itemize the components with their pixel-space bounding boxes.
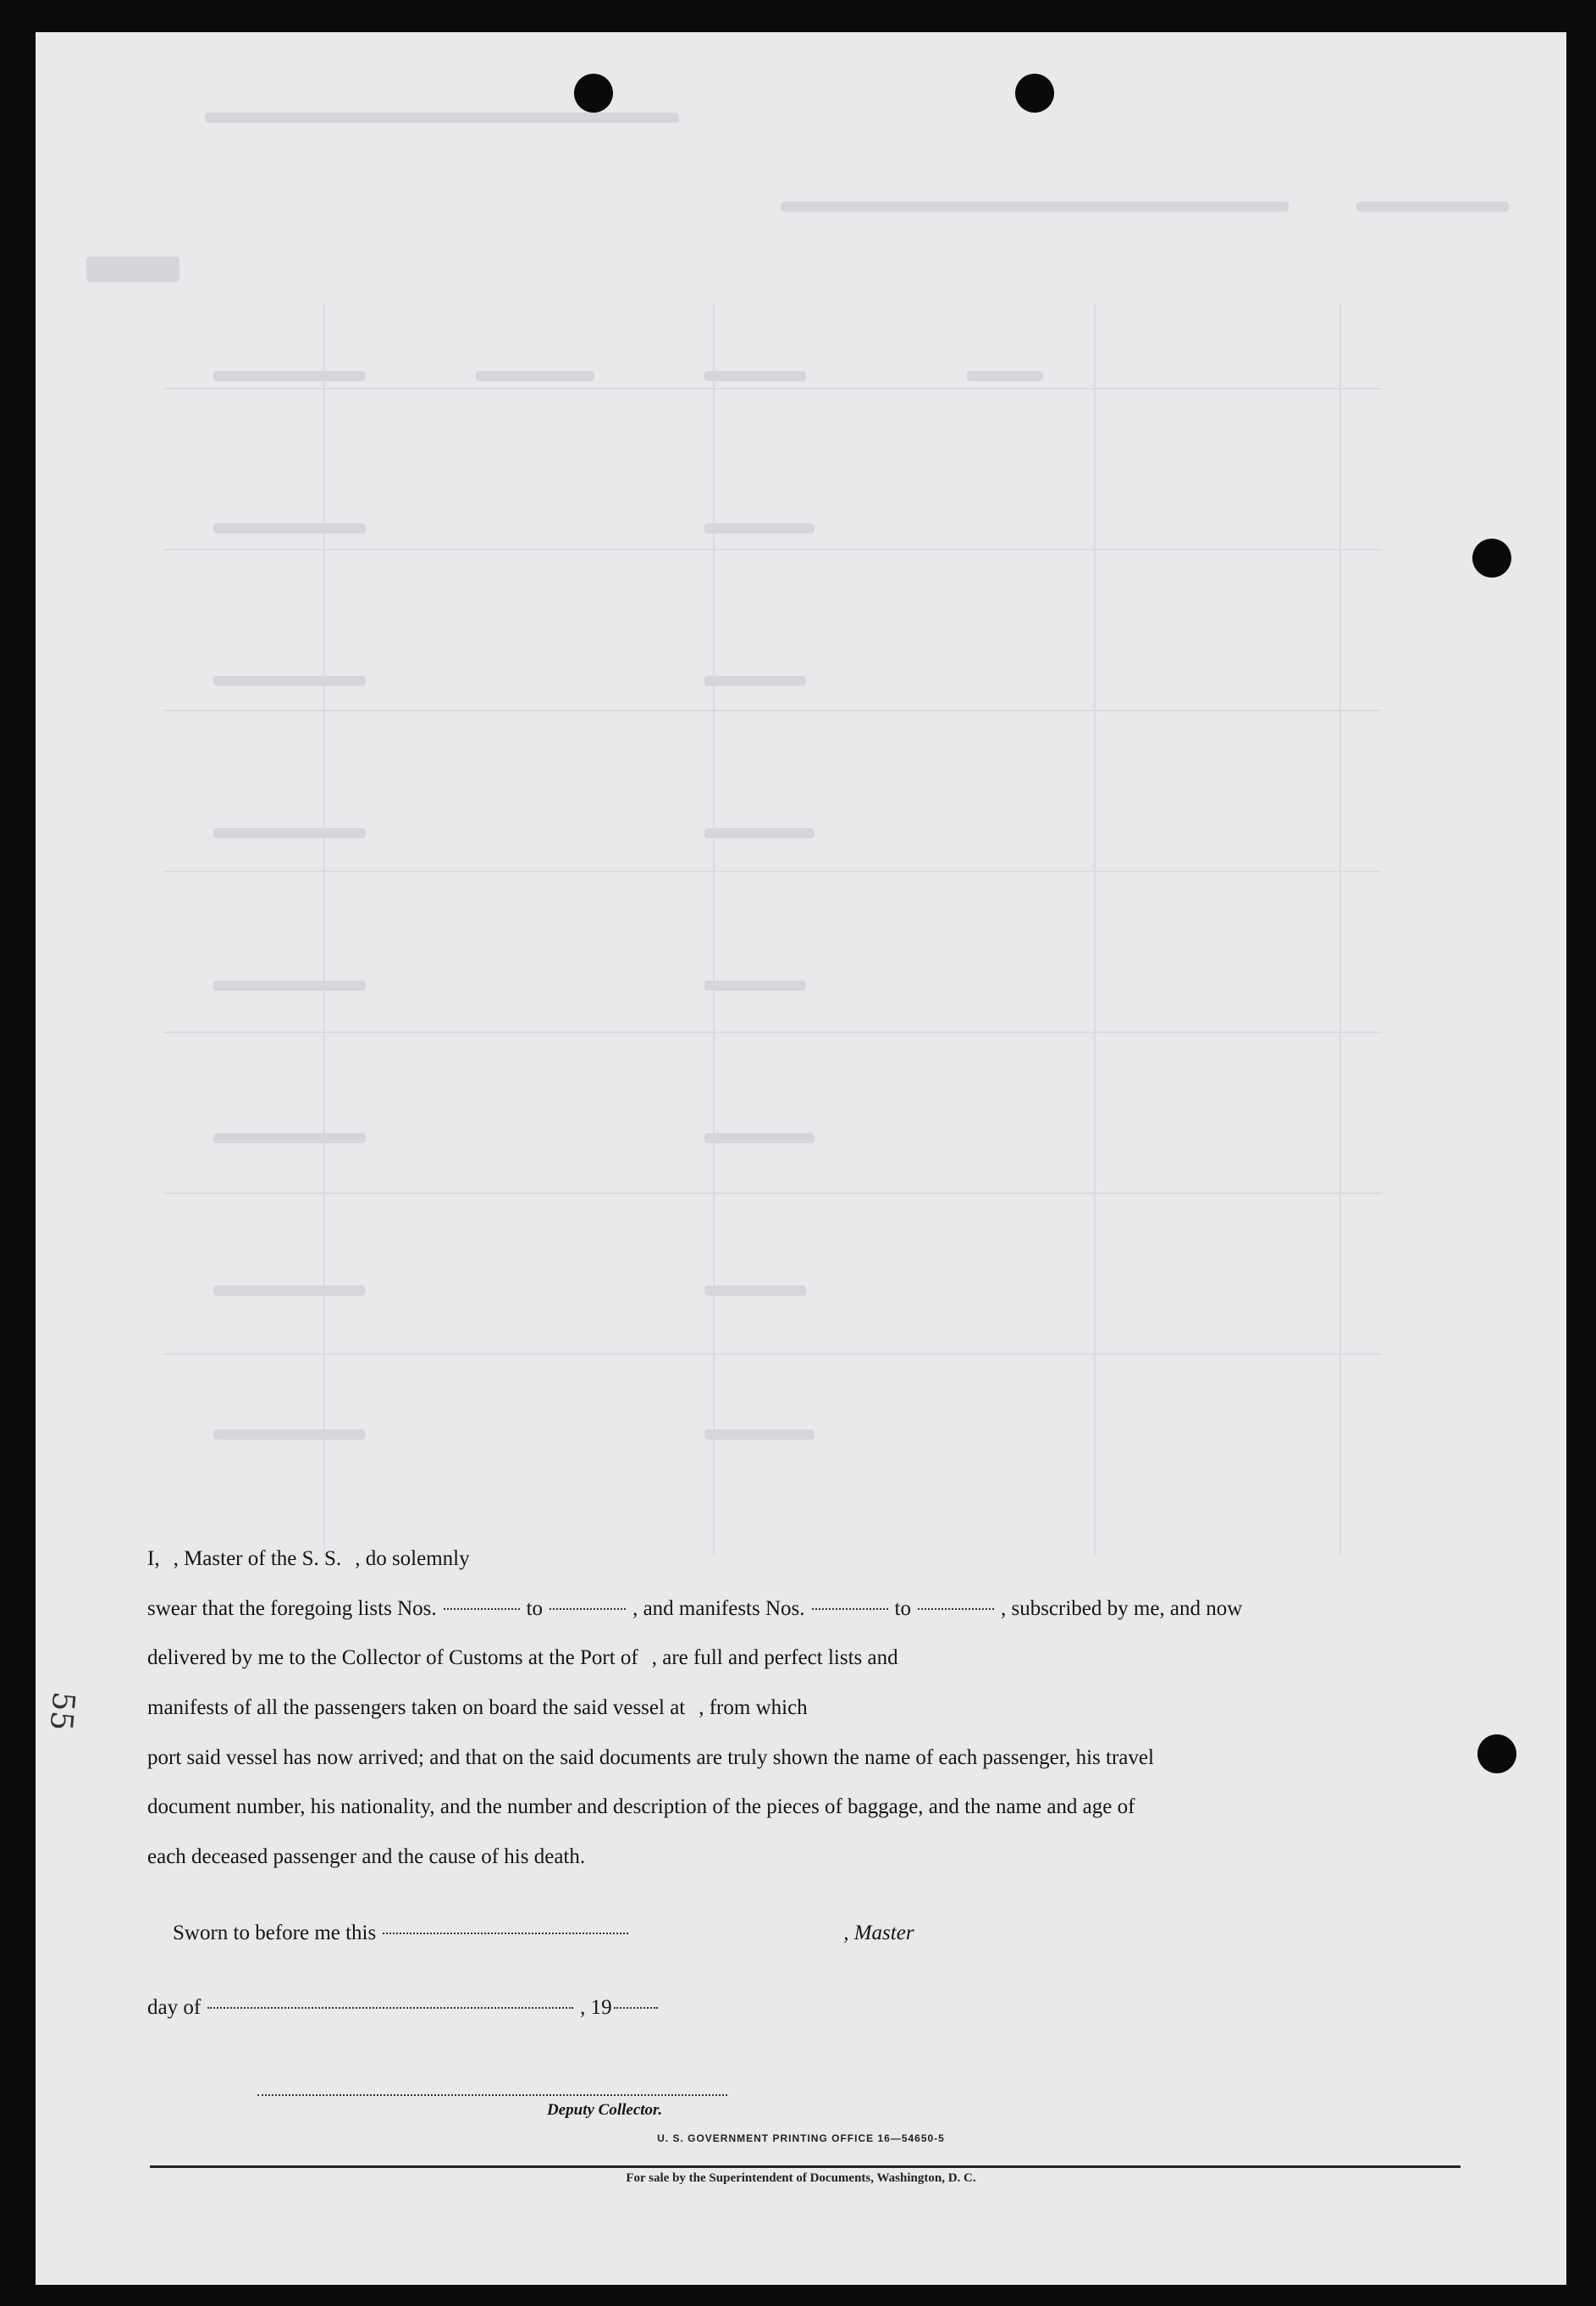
oath-text: manifests of all the passengers taken on board the said vessel at (147, 1696, 686, 1719)
oath-text: port said vessel has now arrived; and that on the said documents are truly shown the name of each passenger, his travel (147, 1746, 1154, 1769)
oath-text: , Master of the S. S. (173, 1547, 342, 1570)
sworn-label: Sworn to before me this (173, 1922, 377, 1944)
day-label: day of (147, 1996, 202, 2019)
oath-line-3 (147, 1641, 1461, 1675)
sworn-date-blank[interactable] (383, 1933, 628, 1934)
oath-text: delivered by me to the Collector of Customs at the Port of (147, 1646, 638, 1669)
deputy-collector-label: Deputy Collector. (547, 2101, 663, 2119)
oath-text: , and manifests Nos. (632, 1597, 805, 1620)
oath-line-7 (147, 1840, 1461, 1874)
punch-hole (1477, 1734, 1516, 1773)
sale-notice: For sale by the Superintendent of Documents, Washington, D. C. (626, 2171, 976, 2185)
punch-hole (1472, 539, 1511, 578)
oath-text: swear that the foregoing lists Nos. (147, 1597, 437, 1620)
oath-text: to (526, 1597, 544, 1620)
oath-text: , subscribed by me, and now (1000, 1597, 1243, 1620)
document-page (36, 32, 1566, 2285)
punch-hole (1015, 74, 1054, 113)
oath-line-1 (147, 1542, 1461, 1576)
list-to-blank[interactable] (549, 1608, 626, 1610)
manifest-to-blank[interactable] (918, 1608, 994, 1610)
oath-line-4 (147, 1691, 1461, 1725)
day-line (147, 1991, 740, 2025)
punch-hole (574, 74, 613, 113)
oath-text: I, (147, 1547, 160, 1570)
printing-office-line: U. S. GOVERNMENT PRINTING OFFICE 16—54650-5 (657, 2132, 945, 2144)
oath-text: each deceased passenger and the cause of his death. (147, 1845, 586, 1868)
footer-rule (150, 2165, 1461, 2168)
oath-line-6 (147, 1790, 1461, 1824)
year-blank[interactable] (614, 2007, 658, 2009)
oath-text: to (894, 1597, 911, 1620)
margin-handwritten-note: 55 (42, 1689, 81, 1733)
oath-line-5 (147, 1741, 1461, 1775)
master-label: , Master (843, 1922, 914, 1944)
oath-text: , are full and perfect lists and (651, 1646, 898, 1669)
oath-text: document number, his nationality, and the number and description of the pieces of baggage, and the name and age of (147, 1795, 1135, 1818)
oath-line-2 (147, 1592, 1461, 1626)
year-label: , 19 (580, 1996, 612, 2019)
list-from-blank[interactable] (444, 1608, 520, 1610)
month-blank[interactable] (207, 2007, 573, 2009)
deputy-signature-blank[interactable] (257, 2094, 727, 2096)
oath-text: , do solemnly (355, 1547, 470, 1570)
oath-text: , from which (699, 1696, 808, 1719)
sworn-line (147, 1916, 1461, 1950)
manifest-from-blank[interactable] (812, 1608, 888, 1610)
